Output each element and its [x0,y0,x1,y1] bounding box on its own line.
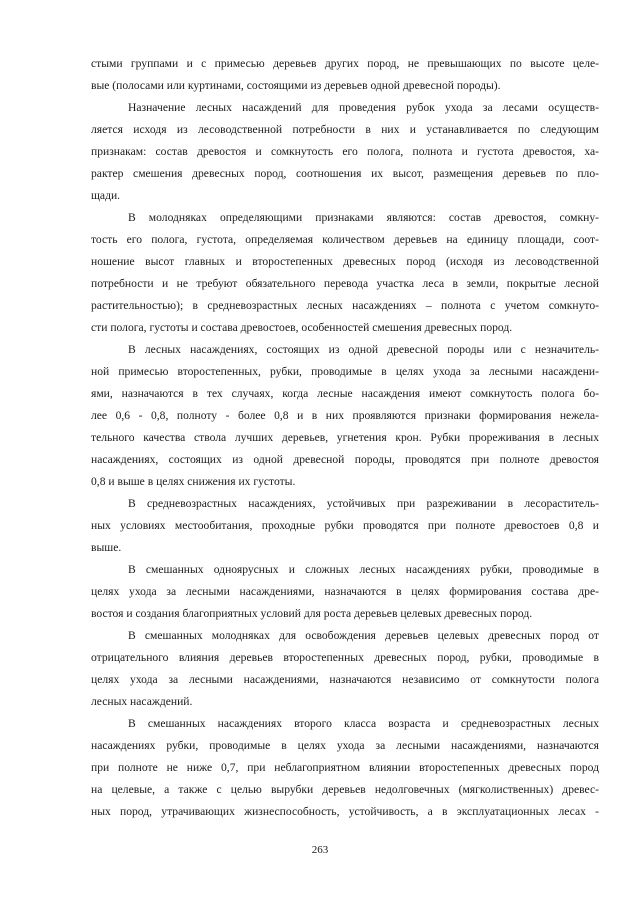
text-line: щади. [91,189,121,202]
text-line: В молодняках определяющими признаками являются: состав древостоя, сомкну- [128,211,599,224]
text-line: потребности и не требуют обязательного перевода участка леса в земли, покрытые лесной [91,277,599,290]
text-line: ями, назначаются в тех случаях, когда лесные насаждения имеют сомкнутость полога бо- [91,387,599,400]
text-line: В лесных насаждениях, состоящих из одной древесной породы или с незначитель- [128,343,599,356]
text-line: отрицательного влияния деревьев второстепенных древесных пород, рубки, проводимые в [91,651,599,664]
text-line: Назначение лесных насаждений для проведения рубок ухода за лесами осуществ- [128,101,599,114]
page-body [91,53,599,823]
text-line: растительностью); в средневозрастных лесных насаждениях – полнота с учетом сомкнуто- [91,299,599,312]
text-line: на целевые, а также с целью вырубки деревьев недолговечных (мягколиственных) древес- [91,783,599,796]
text-line: выше. [91,541,122,554]
text-line: рактер смешения древесных пород, соотношения их высот, размещения деревьев по пло- [91,167,599,180]
text-line: востоя и создания благоприятных условий для роста деревьев целевых древесных пород. [91,607,533,620]
text-line: сти полога, густоты и состава древостоев, особенностей смешения древесных пород. [91,321,513,334]
text-line: ных условиях местообитания, проходные рубки проводятся при полноте древостоев 0,8 и [91,519,599,532]
text-line: ных пород, утрачивающих жизнеспособность, устойчивость, а в эксплуатационных лесах - [91,805,599,818]
text-line: ной примесью второстепенных, рубки, проводимые в целях ухода за лесными насаждени- [91,365,599,378]
text-line: насаждениях рубки, проводимые в целях ухода за лесными насаждениями, назначаются [91,739,599,752]
text-line: ношение высот главных и второстепенных древесных пород (исходя из лесоводственной [91,255,599,268]
text-line: В смешанных молодняках для освобождения деревьев целевых древесных пород от [128,629,599,642]
text-line: лесных насаждений. [91,695,193,708]
text-line: В средневозрастных насаждениях, устойчивых при разреживании в лесораститель- [128,497,599,510]
text-line: В смешанных насаждениях второго класса возраста и средневозрастных лесных [128,717,599,730]
text-line: признакам: состав древостоя и сомкнутость его полога, полнота и густота древостоя, ха- [91,145,599,158]
text-line: насаждениях, состоящих из одной древесной породы, проводятся при полноте древостоя [91,453,599,466]
text-line: целях ухода за лесными насаждениями, назначаются в целях формирования состава дре- [91,585,599,598]
text-line: ляется исходя из лесоводственной потребности в них и устанавливается по следующим [91,123,599,136]
text-line: тельного качества ствола лучших деревьев, угнетения крон. Рубки прореживания в лесных [91,431,599,444]
text-line: целях ухода за лесными насаждениями, назначаются независимо от сомкнутости полога [91,673,599,686]
page-number: 263 [311,844,329,856]
text-line: тость его полога, густота, определяемая количеством деревьев на единицу площади, соот- [91,233,599,246]
text-line: вые (полосами или куртинами, состоящими из деревьев одной древесной породы). [91,79,501,92]
text-line: стыми группами и с примесью деревьев других пород, не превышающих по высоте целе- [91,57,599,70]
text-line: при полноте не ниже 0,7, при неблагоприятном влиянии второстепенных древесных пород [91,761,599,774]
text-line: 0,8 и выше в целях снижения их густоты. [91,475,296,488]
text-line: В смешанных одноярусных и сложных лесных насаждениях рубки, проводимые в [128,563,599,576]
text-line: лее 0,6 - 0,8, полноту - более 0,8 и в них проявляются признаки формирования нежела- [91,409,599,422]
